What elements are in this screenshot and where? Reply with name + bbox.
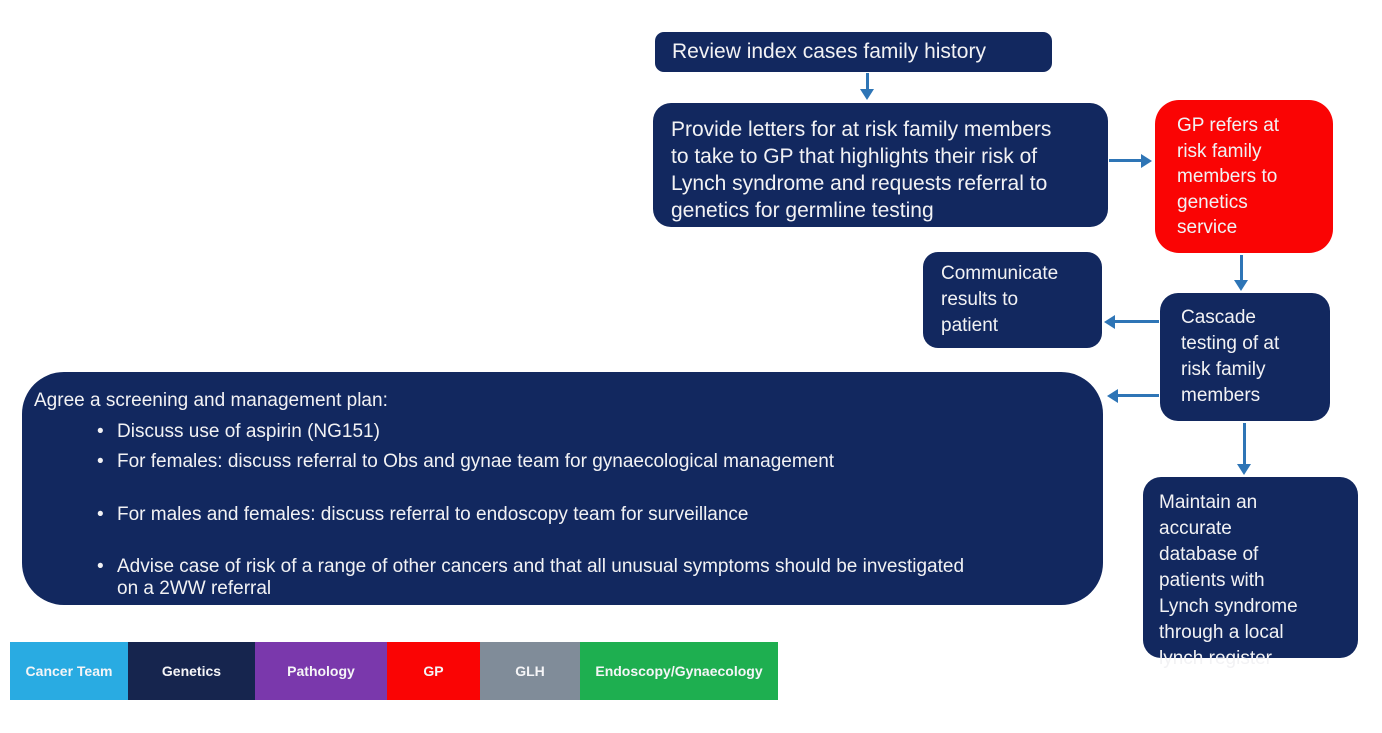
node-cascade-line: risk family <box>1181 359 1266 380</box>
node-cascade-line: members <box>1181 385 1261 406</box>
node-provide-line: Lynch syndrome and requests referral to <box>671 172 1048 195</box>
legend-label: Cancer Team <box>25 663 113 679</box>
arrow-shaft <box>1117 394 1159 397</box>
node-maintain-database <box>1143 477 1358 669</box>
agree-plan-bullet: • For females: discuss referral to Obs and gynae team for gynaecological management <box>34 451 1083 473</box>
node-agree-plan <box>22 372 1103 605</box>
legend-label: Pathology <box>287 663 355 679</box>
legend-item-endoscopy-gynaecology <box>580 642 778 700</box>
node-maintain-line: through a local <box>1159 622 1284 643</box>
legend-label: Endoscopy/Gynaecology <box>595 663 763 679</box>
node-communicate-line: Communicate <box>941 263 1059 284</box>
arrow-head-down-icon <box>1237 464 1251 475</box>
arrow-shaft <box>866 73 869 90</box>
node-communicate-results <box>923 252 1102 348</box>
node-gp-refers-line: members to <box>1177 166 1278 187</box>
agree-plan-bullet: • Advise case of risk of a range of other cancers and that all unusual symptoms should be investigated on a 2WW referral <box>34 556 969 600</box>
arrow-head-down-icon <box>1234 280 1248 291</box>
node-maintain-line: accurate <box>1159 518 1232 539</box>
arrow-shaft <box>1114 320 1159 323</box>
node-cascade-line: Cascade <box>1181 307 1256 328</box>
arrow-shaft <box>1109 159 1142 162</box>
node-gp-refers-line: genetics <box>1177 191 1248 213</box>
arrow-head-down-icon <box>860 89 874 100</box>
legend-label: GLH <box>515 663 545 679</box>
arrow-head-right-icon <box>1141 154 1152 168</box>
node-communicate-line: results to <box>941 289 1019 310</box>
node-maintain-line: Lynch syndrome <box>1159 596 1298 617</box>
legend-item-pathology <box>255 642 387 700</box>
legend <box>10 642 778 700</box>
node-gp-refers-line: risk family <box>1177 140 1262 162</box>
node-communicate-line: patient <box>941 315 999 336</box>
node-provide-line: genetics for germline testing <box>671 199 934 222</box>
node-cascade-testing <box>1160 293 1330 421</box>
arrow-shaft <box>1240 255 1243 281</box>
legend-item-genetics <box>128 642 255 700</box>
arrow-shaft <box>1243 423 1246 465</box>
legend-label: Genetics <box>161 663 222 679</box>
node-provide-line: to take to GP that highlights their risk of <box>671 145 1038 168</box>
node-gp-refers <box>1155 100 1333 253</box>
legend-item-glh <box>480 642 580 700</box>
node-maintain-line: database of <box>1159 544 1259 565</box>
node-maintain-line: Maintain an <box>1159 492 1258 513</box>
node-gp-refers-line: GP refers at <box>1177 115 1280 136</box>
agree-plan-bullet: • Discuss use of aspirin (NG151) <box>34 421 1083 443</box>
legend-label: GP <box>423 663 444 679</box>
node-maintain-line: patients with <box>1159 570 1265 591</box>
agree-plan-bullet: • For males and females: discuss referral to endoscopy team for surveillance <box>34 504 1083 526</box>
node-review-text: Review index cases family history <box>672 40 986 63</box>
node-review-index-cases <box>655 32 1052 72</box>
legend-item-cancer-team <box>10 642 128 700</box>
node-provide-letters <box>653 103 1108 227</box>
agree-plan-bullet-list <box>34 421 1083 600</box>
node-provide-line: Provide letters for at risk family members <box>671 118 1052 141</box>
node-gp-refers-line: service <box>1177 217 1238 238</box>
agree-plan-heading: Agree a screening and management plan: <box>34 390 388 411</box>
legend-item-gp <box>387 642 480 700</box>
node-maintain-clipped-line: lynch register <box>1159 648 1272 669</box>
node-cascade-line: testing of at <box>1181 333 1280 354</box>
